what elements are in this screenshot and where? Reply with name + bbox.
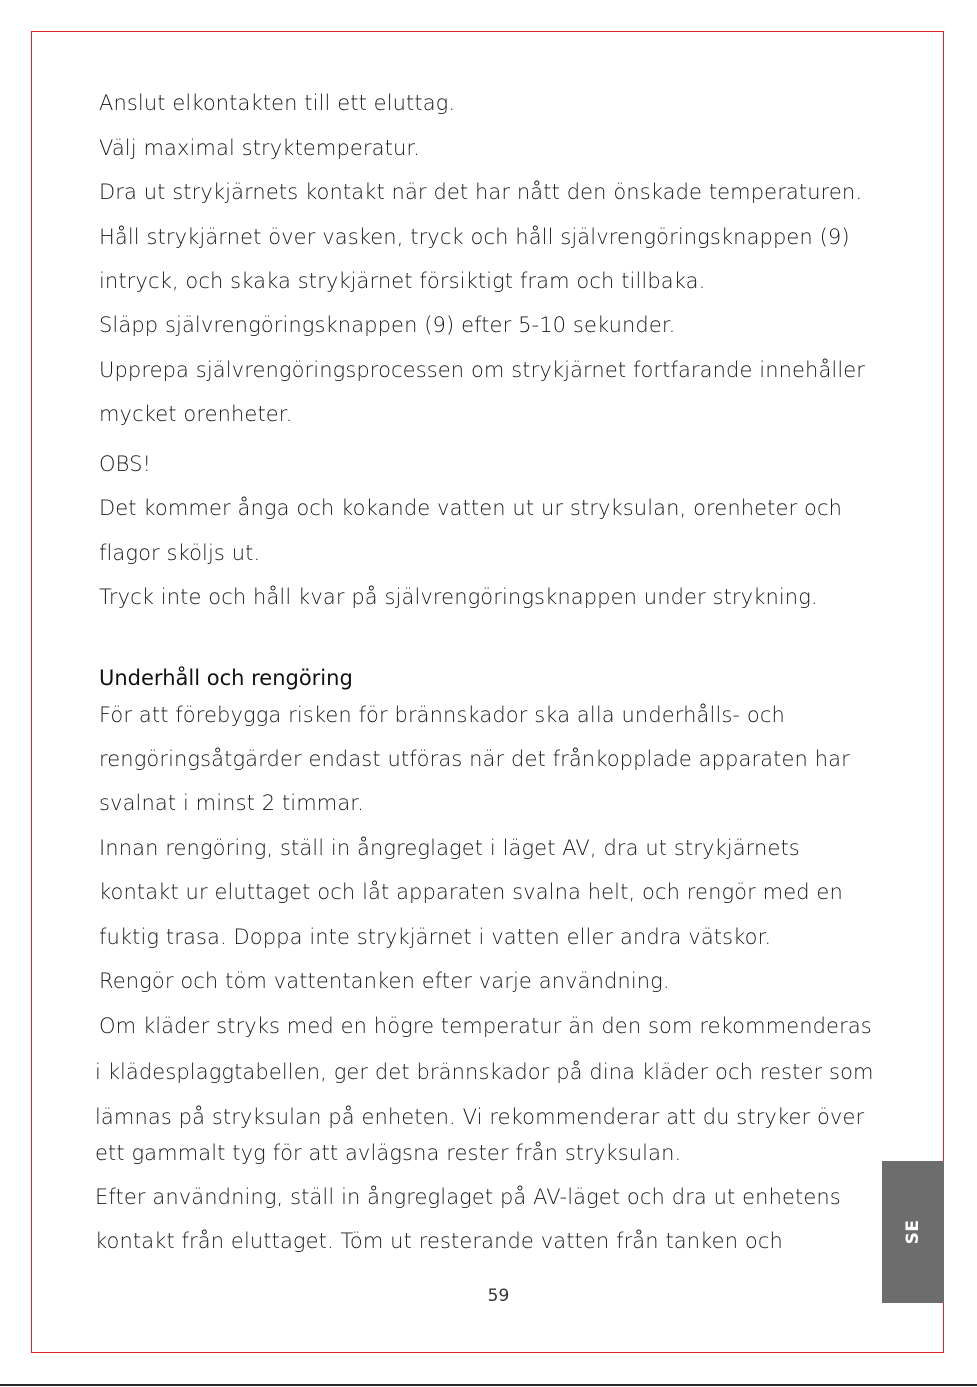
instruction-line: Upprepa självrengöringsprocessen om strykjärnet fortfarande innehåller (99, 358, 866, 382)
section-line: Innan rengöring, ställ in ångreglaget i läget AV, dra ut strykjärnets (99, 836, 800, 860)
section-line: lämnas på stryksulan på enheten. Vi rekommenderar att du stryker över (95, 1105, 865, 1129)
bottom-edge-rule (0, 1384, 977, 1386)
section-line: rengöringsåtgärder endast utföras när det frånkopplade apparaten har (99, 747, 850, 771)
instruction-line: Släpp självrengöringsknappen (9) efter 5-10 sekunder. (99, 313, 676, 337)
section-line: svalnat i minst 2 timmar. (99, 791, 364, 815)
section-line: Efter användning, ställ in ångreglaget på AV-läget och dra ut enhetens (95, 1185, 841, 1209)
section-heading: Underhåll och rengöring (99, 666, 353, 690)
instruction-line: Dra ut strykjärnets kontakt när det har nått den önskade temperaturen. (99, 180, 863, 204)
note-title: OBS! (99, 452, 152, 476)
section-line: kontakt ur eluttaget och låt apparaten svalna helt, och rengör med en (99, 880, 843, 904)
note-line: Det kommer ånga och kokande vatten ut ur stryksulan, orenheter och (99, 496, 843, 520)
page-number: 59 (487, 1286, 510, 1306)
language-tab-label: SE (903, 1219, 923, 1245)
section-line: kontakt från eluttaget. Töm ut resterande vatten från tanken och (95, 1229, 783, 1253)
instruction-line: Anslut elkontakten till ett eluttag. (99, 91, 456, 115)
instruction-line: intryck, och skaka strykjärnet försiktigt fram och tillbaka. (99, 269, 706, 293)
section-line: För att förebygga risken för brännskador ska alla underhålls- och (99, 703, 785, 727)
section-line: i klädesplaggtabellen, ger det brännskador på dina kläder och rester som (95, 1060, 874, 1084)
note-line: Tryck inte och håll kvar på självrengöringsknappen under strykning. (99, 585, 818, 609)
language-side-tab (882, 1161, 944, 1303)
note-line: flagor sköljs ut. (99, 541, 261, 565)
section-line: Om kläder stryks med en högre temperatur än den som rekommenderas (99, 1014, 872, 1038)
section-line: fuktig trasa. Doppa inte strykjärnet i vatten eller andra vätskor. (99, 925, 772, 949)
instruction-line: Välj maximal stryktemperatur. (99, 136, 420, 160)
section-line: Rengör och töm vattentanken efter varje användning. (99, 969, 670, 993)
instruction-line: Håll strykjärnet över vasken, tryck och håll självrengöringsknappen (9) (99, 225, 850, 249)
section-line: ett gammalt tyg för att avlägsna rester från stryksulan. (95, 1141, 682, 1165)
instruction-line: mycket orenheter. (99, 402, 293, 426)
